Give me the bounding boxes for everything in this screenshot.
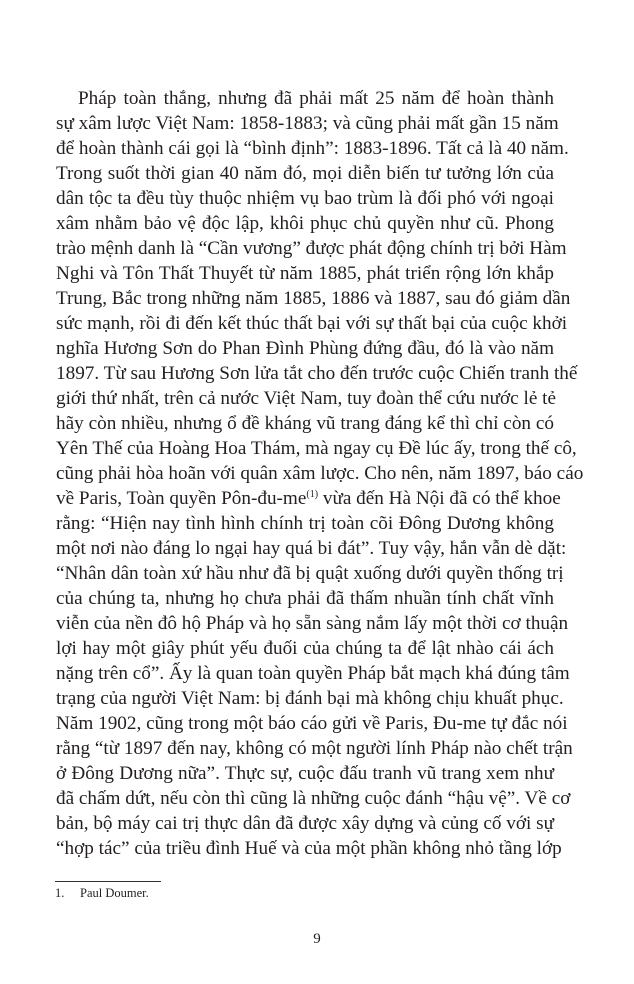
page-number: 9: [313, 931, 321, 947]
text-line: 1897. Từ sau Hương Sơn lửa tắt cho đến trước cuộc Chiến tranh thế: [56, 363, 578, 384]
line-prefix: về Paris, Toàn quyền Pôn-đu-me: [56, 488, 307, 509]
text-line: Nghi và Tôn Thất Thuyết từ năm 1885, phát triển rộng lớn khắp: [56, 263, 554, 284]
text-line: Năm 1902, cũng trong một báo cáo gửi về Paris, Đu-me tự đắc nói: [56, 713, 568, 734]
text-line: lợi hay một giây phút yếu đuối của chúng ta để lật nhào cái ách: [56, 638, 554, 659]
text-line: đã chấm dứt, nếu còn thì cũng là những cuộc đánh “hậu vệ”. Về cơ: [56, 788, 571, 809]
text-line: cũng phải hòa hoãn với quân xâm lược. Cho nên, năm 1897, báo cáo: [56, 463, 584, 484]
text-line: Trong suốt thời gian 40 năm đó, mọi diễn biến tư tưởng lớn của: [56, 163, 554, 184]
text-line: bản, bộ máy cai trị thực dân đã được xây dựng và củng cố với sự: [56, 813, 554, 834]
text-line: của chúng ta, nhưng họ chưa phải đã thấm nhuần tính chất vĩnh: [56, 588, 554, 609]
footnote-number: 1.: [55, 886, 65, 900]
text-line: Trung, Bắc trong những năm 1885, 1886 và 1887, sau đó giảm dần: [56, 288, 571, 309]
text-line: sự xâm lược Việt Nam: 1858-1883; và cũng phải mất gần 15 năm: [56, 113, 559, 134]
text-line: ở Đông Dương nữa”. Thực sự, cuộc đấu tranh vũ trang xem như: [56, 763, 554, 784]
text-line: nghĩa Hương Sơn do Phan Đình Phùng đứng đầu, đó là vào năm: [56, 338, 554, 359]
footnote: [55, 886, 149, 901]
text-line: Pháp toàn thắng, nhưng đã phải mất 25 năm để hoàn thành: [78, 88, 554, 109]
text-line: “hợp tác” của triều đình Huế và của một phần không nhỏ tầng lớp: [56, 838, 562, 859]
text-line: sức mạnh, rồi đi đến kết thúc thất bại với sự thất bại của cuộc khởi: [56, 313, 568, 334]
text-line: “Nhân dân toàn xứ hầu như đã bị quật xuống dưới quyền thống trị: [56, 563, 564, 584]
text-line: rằng: “Hiện nay tình hình chính trị toàn cõi Đông Dương không: [56, 513, 554, 534]
text-line: dân tộc ta đều tùy thuộc nhiệm vụ bao trùm là đối phó với ngoại: [56, 188, 554, 209]
text-line: để hoàn thành cái gọi là “bình định”: 1883-1896. Tất cả là 40 năm.: [56, 138, 569, 159]
line-suffix: vừa đến Hà Nội đã có thể khoe: [318, 488, 561, 509]
body-paragraph: [56, 86, 584, 861]
text-line: trào mệnh danh là “Cần vương” được phát động chính trị bởi Hàm: [56, 238, 567, 259]
text-line: rằng “từ 1897 đến nay, không có một người lính Pháp nào chết trận: [56, 738, 573, 759]
text-line: viễn của nền đô hộ Pháp và họ sẵn sàng nắm lấy một thời cơ thuận: [56, 613, 569, 634]
text-line: xâm nhằm bảo vệ độc lập, khôi phục chủ quyền như cũ. Phong: [56, 213, 554, 234]
footnote-divider: [55, 881, 161, 882]
footnote-reference[interactable]: (1): [306, 489, 319, 500]
text-line: trạng của người Việt Nam: bị đánh bại mà không chịu khuất phục.: [56, 688, 564, 709]
text-line: nặng trên cổ”. Ấy là quan toàn quyền Pháp bắt mạch khá đúng tâm: [56, 663, 570, 684]
text-line: một nơi nào đáng lo ngại hay quá bi đát”. Tuy vậy, hắn vẫn dè dặt:: [56, 538, 567, 559]
text-line: Yên Thế của Hoàng Hoa Thám, mà ngay cụ Đề lúc ấy, trong thế cô,: [56, 438, 577, 459]
text-line-with-footnote: [56, 486, 561, 511]
footnote-text: Paul Doumer.: [80, 886, 149, 900]
text-line: giới thứ nhất, trên cả nước Việt Nam, tuy đoàn thể cứu nước lẻ tẻ: [56, 388, 556, 409]
text-line: hãy còn nhiều, nhưng ổ đề kháng vũ trang đáng kể thì chỉ còn có: [56, 413, 554, 434]
